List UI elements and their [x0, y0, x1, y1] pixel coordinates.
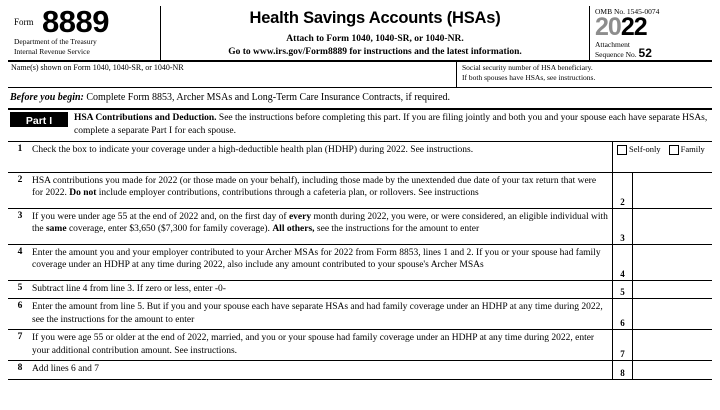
- line-3-bold-2: same: [45, 224, 67, 235]
- form-identity-block: [8, 6, 160, 60]
- attach-instruction: Attach to Form 1040, 1040-SR, or 1040-NR.: [286, 34, 464, 44]
- part-1-header: [8, 110, 712, 142]
- checkbox-family-label: Family: [680, 144, 705, 154]
- line-5-amount-box: [612, 281, 712, 298]
- department-line-1: Department of the Treasury: [14, 37, 97, 46]
- form-8889-page: [0, 6, 720, 410]
- line-5-number: 5: [17, 283, 23, 293]
- line-4-box-number: 4: [613, 245, 633, 280]
- line-2-amount-box: [612, 173, 712, 208]
- line-3-text-mid-1: month during 2022, you were, or were considered, an eligible individual with the: [32, 212, 608, 235]
- line-7-amount-box: [612, 330, 712, 360]
- department-line-2: Internal Revenue Service: [14, 46, 90, 56]
- tax-year-suffix: 22: [620, 13, 647, 41]
- name-field[interactable]: [8, 62, 457, 87]
- form-header: [8, 6, 712, 62]
- line-3-text-mid-2: coverage, enter $3,650 ($7,300 for family coverage).: [66, 224, 273, 235]
- line-7-row: [8, 330, 712, 361]
- before-you-begin-label: Before you begin:: [10, 92, 84, 103]
- line-4-text: Enter the amount you and your employer contributed to your Archer MSAs for 2022 from Form 8853, lines 1 and 2. If you or your spouse had family coverage under an HDHP at any time during 2022, also include any amount contributed to your spouse's Archer MSAs: [32, 248, 601, 271]
- omb-block: [590, 6, 712, 60]
- line-8-row: [8, 361, 712, 379]
- line-2-text: [32, 173, 612, 208]
- part-1-description: [68, 110, 712, 141]
- line-3-bold-1: every: [288, 212, 312, 222]
- line-6-amount-box: [612, 299, 712, 329]
- line-2-bold: Do not: [69, 188, 97, 199]
- line-8-box-number: 8: [613, 361, 633, 378]
- form-word-label: Form: [14, 17, 34, 27]
- line-1-text: Check the box to indicate your coverage under a high-deductible health plan (HDHP) during 2022. See instructions.: [32, 145, 474, 155]
- name-field-label: Name(s) shown on Form 1040, 1040-SR, or 1040-NR: [11, 63, 184, 72]
- line-2-box-number: 2: [613, 173, 633, 208]
- form-title-block: [160, 6, 590, 60]
- line-2-number: 2: [17, 175, 23, 185]
- line-8-amount-box: [612, 361, 712, 378]
- line-2-text-after: include employer contributions, contributions through a cafeteria plan, or rollovers. See instructions: [96, 188, 479, 199]
- line-7-text: If you were age 55 or older at the end of 2022, married, and you or your spouse had family coverage under an HDHP at any time during 2022, enter your additional contribution amount. See instructions.: [32, 333, 595, 356]
- line-6-number: 6: [17, 301, 23, 312]
- attachment-label: Attachment: [595, 40, 630, 49]
- line-4-amount-box: [612, 245, 712, 280]
- form-number: 8889: [42, 4, 109, 39]
- part-1-badge: Part I: [10, 112, 68, 127]
- line-8-text: Add lines 6 and 7: [32, 364, 100, 375]
- line-6-row: [8, 299, 712, 330]
- line-4-row: [8, 245, 712, 281]
- line-4-number: 4: [17, 247, 23, 257]
- line-6-amount-input[interactable]: [633, 299, 712, 329]
- checkbox-self-only-label: Self-only: [629, 144, 661, 154]
- tax-year: [595, 15, 712, 39]
- line-3-number: 3: [17, 211, 23, 221]
- sequence-number: 52: [638, 46, 652, 60]
- line-1-row: [8, 142, 712, 173]
- line-4-amount-input[interactable]: [633, 245, 712, 280]
- line-3-text-after: see the instructions for the amount to enter: [314, 224, 480, 235]
- line-1-coverage-checkboxes: [612, 142, 712, 172]
- line-5-row: [8, 281, 712, 299]
- line-7-box-number: 7: [613, 330, 633, 360]
- line-3-bold-3: All others,: [272, 224, 315, 235]
- line-3-text: [32, 209, 612, 244]
- line-7-amount-input[interactable]: [633, 330, 712, 360]
- line-1-number: 1: [17, 144, 23, 154]
- part-1-heading: HSA Contributions and Deduction.: [74, 113, 217, 123]
- line-8-number: 8: [17, 363, 23, 374]
- line-5-amount-input[interactable]: [633, 281, 712, 298]
- sequence-label: Sequence No.: [595, 50, 637, 59]
- line-6-box-number: 6: [613, 299, 633, 329]
- name-ssn-row: [8, 62, 712, 88]
- ssn-label-line-1: Social security number of HSA beneficiary.: [462, 63, 593, 72]
- department-label: [14, 37, 97, 56]
- line-2-row: [8, 173, 712, 209]
- line-3-amount-input[interactable]: [633, 209, 712, 244]
- before-you-begin-note: [8, 88, 712, 110]
- line-2-text-before: HSA contributions you made for 2022 (or those made on your behalf), including those made by the unextended due date of your tax return that were for 2022.: [32, 176, 597, 199]
- before-you-begin-text: Complete Form 8853, Archer MSAs and Long-Term Care Insurance Contracts, if required.: [86, 92, 451, 103]
- checkbox-self-only[interactable]: [617, 145, 627, 155]
- line-2-amount-input[interactable]: [633, 173, 712, 208]
- part-1-text: See the instructions before completing this part. If you are filing jointly and both you and your spouse each have separate HSAs, complete a separate Part I for each spouse.: [74, 113, 708, 136]
- website-instruction: Go to www.irs.gov/Form8889 for instructions and the latest information.: [228, 47, 522, 57]
- line-5-text: Subtract line 4 from line 3. If zero or less, enter -0-: [32, 284, 226, 294]
- page-title: Health Savings Accounts (HSAs): [249, 9, 501, 27]
- checkbox-family[interactable]: [669, 145, 679, 155]
- line-3-text-before: If you were under age 55 at the end of 2022 and, on the first day of: [32, 212, 289, 222]
- ssn-label-line-2: If both spouses have HSAs, see instructions.: [462, 72, 596, 82]
- attachment-sequence: [595, 40, 712, 59]
- line-3-row: [8, 209, 712, 245]
- line-5-box-number: 5: [613, 281, 633, 298]
- line-3-box-number: 3: [613, 209, 633, 244]
- line-8-amount-input[interactable]: [633, 361, 712, 378]
- line-3-amount-box: [612, 209, 712, 244]
- sequence-row: [595, 46, 712, 60]
- line-7-number: 7: [17, 332, 23, 343]
- omb-number: OMB No. 1545-0074: [595, 7, 660, 16]
- tax-year-prefix: 20: [595, 13, 621, 41]
- line-6-text: Enter the amount from line 5. But if you and your spouse each have separate HSAs and had family coverage under an HDHP at any time during 2022, see the instructions for the amount to enter: [32, 302, 603, 325]
- ssn-field[interactable]: [457, 62, 712, 87]
